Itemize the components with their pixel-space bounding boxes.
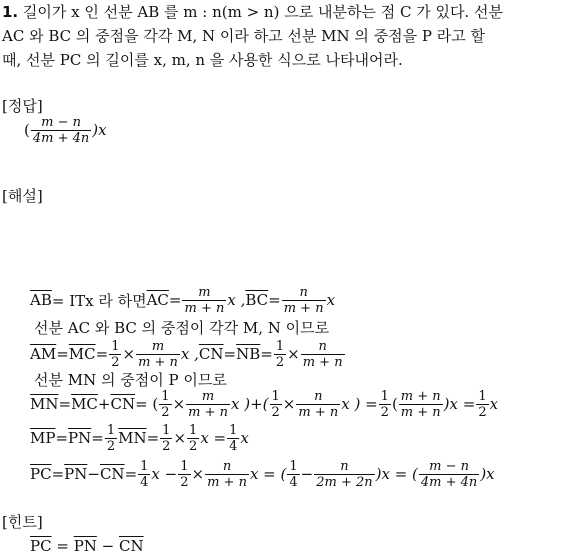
math-token: = (58, 395, 72, 413)
math-token: × (191, 465, 205, 483)
math-token: = (91, 429, 104, 447)
solution-step-7 (30, 460, 495, 488)
math-token: x )+( (231, 395, 269, 413)
fraction (399, 389, 443, 420)
fraction-part: m + n (400, 388, 441, 404)
fraction-part: 2 (162, 438, 171, 454)
fraction (186, 389, 230, 420)
math-token: = (95, 345, 109, 363)
fraction-part: 2 (180, 474, 189, 490)
fraction-part: m + n (138, 354, 178, 370)
solution-step-5 (30, 390, 498, 418)
segment: $\overline{AM}$ (30, 345, 57, 363)
math-token: × (173, 429, 187, 447)
math-token: )x = ( (375, 465, 418, 483)
math-token: × (122, 345, 136, 363)
fraction (274, 339, 286, 370)
math-token: = (146, 429, 160, 447)
fraction (476, 389, 488, 420)
math-token: = (51, 465, 65, 483)
segment: $\overline{MN}$ (118, 429, 147, 447)
fraction-numerator: m − n (31, 115, 91, 131)
segment: $\overline{NB}$ (236, 345, 261, 363)
segment: $\overline{PN}$ (68, 429, 92, 447)
segment-ac: $\overline{AC}$ (146, 291, 169, 309)
equals: = (51, 537, 74, 555)
fraction (187, 423, 199, 454)
fraction (138, 459, 150, 490)
fraction-part: n (282, 285, 326, 301)
fraction (301, 339, 345, 370)
hint-label: [힌트] (2, 513, 43, 531)
fraction-part: 1 (275, 338, 285, 354)
fraction-part: 1 (106, 422, 116, 438)
fraction-part: m + n (298, 404, 339, 420)
math-token: + (97, 395, 111, 413)
segment: $\overline{MC}$ (68, 345, 96, 363)
question-line-2: AC 와 BC 의 중점을 각각 M, N 이라 하고 선분 MN 의 중점을 P 라고 할 (2, 27, 486, 45)
question-line-3: 때, 선분 PC 의 길이를 x, m, n 을 사용한 식으로 나타내어라. (2, 51, 403, 69)
segment-cn: $\overline{CN}$ (119, 537, 144, 555)
math-token: = (124, 465, 138, 483)
segment: $\overline{CN}$ (99, 465, 125, 483)
math-token: − (300, 465, 314, 483)
step-text: = ITx 라 하면 (51, 291, 147, 310)
fraction-part: 2m + 2n (316, 474, 373, 490)
segment-pc: $\overline{PC}$ (30, 537, 52, 555)
fraction-part: m + n (283, 300, 324, 316)
fraction-part: m + n (400, 404, 441, 420)
fraction (159, 389, 171, 420)
fraction-part: 4 (289, 474, 298, 490)
segment: $\overline{CN}$ (198, 345, 224, 363)
math-token: x − (151, 465, 178, 483)
math-token: x , (180, 345, 199, 363)
math-token: x = ( (249, 465, 287, 483)
solution-step-3 (30, 340, 346, 368)
fraction-part: n (296, 389, 340, 405)
fraction-part: n (205, 459, 249, 475)
fraction-part: 1 (111, 338, 120, 354)
fraction-part: m − n (419, 459, 479, 475)
equals: = (268, 291, 281, 309)
solution-step-4: 선분 MN 의 중점이 P 이므로 (34, 371, 227, 389)
fraction (182, 285, 226, 316)
fraction-part: m (136, 339, 180, 355)
fraction-part: 2 (478, 404, 487, 420)
fraction (136, 339, 180, 370)
math-token: × (287, 345, 300, 363)
fraction-part: m + n (302, 354, 343, 370)
fraction (379, 389, 391, 420)
question-number: 1. (2, 3, 19, 21)
fraction-part: n (301, 339, 345, 355)
fraction-part: m + n (188, 404, 229, 420)
fraction-part: 1 (189, 422, 198, 438)
math-token: ( (391, 395, 398, 413)
math-token: x (489, 395, 499, 413)
math-token: × (172, 395, 186, 413)
fraction-part: 1 (161, 388, 170, 404)
math-token: = ( (135, 395, 159, 413)
minus: − (96, 537, 120, 555)
question-text-1: 길이가 x 인 선분 AB 를 m : n(m > n) 으로 내분하는 점 C 가 있다. 선분 (22, 3, 503, 21)
fraction (227, 423, 239, 454)
math-token: = (260, 345, 273, 363)
fraction (282, 285, 326, 316)
fraction-part: 1 (180, 458, 189, 474)
segment: $\overline{MN}$ (30, 395, 59, 413)
fraction (270, 389, 282, 420)
fraction-part: m + n (207, 474, 247, 490)
var-x: x (326, 291, 336, 309)
segment: $\overline{MP}$ (30, 429, 56, 447)
answer-expression (24, 116, 107, 144)
math-token: = (223, 345, 237, 363)
solution-step-1 (30, 286, 335, 314)
var-x: x , (227, 291, 246, 309)
fraction (178, 459, 190, 490)
fraction (419, 459, 479, 490)
segment-pn: $\overline{PN}$ (73, 537, 97, 555)
segment: $\overline{PN}$ (64, 465, 88, 483)
fraction (109, 339, 121, 370)
solution-step-2: 선분 AC 와 BC 의 중점이 각각 M, N 이므로 (34, 319, 330, 337)
fraction-part: 2 (275, 354, 285, 370)
fraction-part: 1 (478, 388, 487, 404)
fraction (314, 459, 374, 490)
fraction-part: 1 (380, 388, 389, 404)
segment-ab: $\overline{AB}$ (30, 291, 52, 309)
fraction-part: m (186, 389, 230, 405)
answer-label: [정답] (2, 97, 43, 115)
fraction-part: 1 (162, 422, 171, 438)
fraction-part: 2 (271, 404, 280, 420)
fraction-part: 4m + 4n (420, 474, 478, 490)
fraction-part: 2 (380, 404, 389, 420)
segment: $\overline{CN}$ (110, 395, 136, 413)
fraction-part: 4 (140, 474, 149, 490)
fraction (205, 459, 249, 490)
math-token: x ) = (341, 395, 378, 413)
answer-fraction (31, 115, 91, 146)
fraction (287, 459, 299, 490)
hint-expression (30, 536, 144, 556)
fraction-part: 1 (271, 388, 280, 404)
question-line-1 (2, 2, 503, 22)
fraction-part: 1 (229, 422, 238, 438)
math-token: − (87, 465, 100, 483)
math-token: x = (200, 429, 227, 447)
paren-open: ( (24, 121, 30, 139)
fraction-part: 2 (111, 354, 120, 370)
fraction-part: 1 (289, 458, 298, 474)
fraction-part: 2 (161, 404, 170, 420)
math-token: )x = (443, 395, 476, 413)
math-token: )x (480, 465, 495, 483)
solution-step-6 (30, 424, 249, 452)
segment: $\overline{MC}$ (71, 395, 98, 413)
fraction-part: 2 (106, 438, 116, 454)
fraction-part: 1 (140, 458, 149, 474)
segment-bc: $\overline{BC}$ (245, 291, 269, 309)
equals: = (168, 291, 182, 309)
paren-close: )x (92, 121, 107, 139)
fraction-part: 4 (229, 438, 238, 454)
math-token: = (55, 429, 69, 447)
fraction (296, 389, 340, 420)
solution-label: [해설] (2, 187, 43, 205)
fraction-part: n (314, 459, 374, 475)
fraction (160, 423, 172, 454)
fraction-part: m + n (184, 300, 225, 316)
math-token: × (282, 395, 296, 413)
fraction-denominator: 4m + 4n (32, 130, 90, 146)
fraction-part: m (182, 285, 226, 301)
math-token: x (240, 429, 249, 447)
fraction (105, 423, 117, 454)
segment: $\overline{PC}$ (30, 465, 52, 483)
fraction-part: 2 (189, 438, 198, 454)
math-token: = (56, 345, 69, 363)
